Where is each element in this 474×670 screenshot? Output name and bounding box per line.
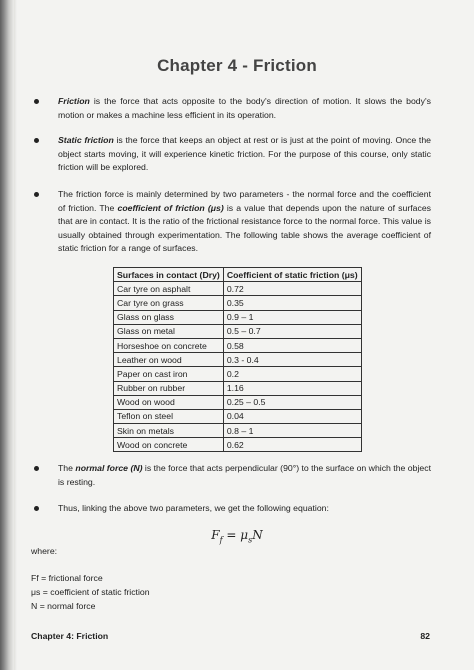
bullet-equation-intro <box>58 502 431 516</box>
header-coefficient: Coefficient of static friction (μs) <box>223 268 361 282</box>
coefficient-cell: 1.16 <box>223 381 361 395</box>
bullet-normal-force <box>58 462 431 489</box>
surface-cell: Wood on concrete <box>114 438 224 452</box>
table-row <box>114 409 362 423</box>
footer-chapter: Chapter 4: Friction <box>31 631 109 641</box>
coefficient-cell: 0.25 – 0.5 <box>223 395 361 409</box>
surface-cell: Leather on wood <box>114 353 224 367</box>
table-row <box>114 282 362 296</box>
term-coefficient: coefficient of friction (μs) <box>117 202 224 213</box>
equation-mu-subscript: s <box>248 535 253 545</box>
where-label: where: <box>31 546 58 556</box>
table-header-row <box>114 268 362 282</box>
equation-equals: = <box>222 528 241 542</box>
bullet-dot <box>34 138 39 143</box>
coefficient-cell: 0.3 - 0.4 <box>223 353 361 367</box>
bullet-friction <box>58 95 431 122</box>
surface-cell: Horseshoe on concrete <box>114 338 224 352</box>
binding-shadow <box>0 0 14 670</box>
friction-table <box>113 267 362 452</box>
table-row <box>114 310 362 324</box>
chapter-title: Chapter 4 - Friction <box>157 56 317 75</box>
bullet-text: is the force that acts perpendicular (90°) to the surface on which the object is resting. <box>58 463 431 487</box>
bullet-text: is the force that acts opposite to the body's direction of motion. It slows the body's motion or makes a machine less efficient in its operation. <box>58 96 431 120</box>
table-row <box>114 296 362 310</box>
bullet-static-friction <box>58 134 431 175</box>
bullet-text: The friction force is mainly determined by two parameters - the normal force and the coefficient of friction. The <box>58 189 431 213</box>
bullet-coefficient <box>58 188 431 256</box>
bullet-text: Thus, linking the above two parameters, we get the following equation: <box>58 503 329 513</box>
bullet-text: is the force that keeps an object at rest or is just at the point of moving. Once the object starts moving, it will experience kinetic friction. For the purpose of this course, only static friction will be explored. <box>58 135 432 173</box>
coefficient-cell: 0.9 – 1 <box>223 310 361 324</box>
term-static-friction: Static friction <box>58 135 114 145</box>
header-surfaces: Surfaces in contact (Dry) <box>114 268 224 282</box>
page-number: 82 <box>420 631 430 641</box>
coefficient-cell: 0.5 – 0.7 <box>223 324 361 338</box>
coefficient-cell: 0.72 <box>223 282 361 296</box>
surface-cell: Skin on metals <box>114 424 224 438</box>
bullet-dot <box>34 506 39 511</box>
equation-lhs-subscript: f <box>219 535 223 545</box>
table-row <box>114 324 362 338</box>
coefficient-cell: 0.35 <box>223 296 361 310</box>
surface-cell: Glass on metal <box>114 324 224 338</box>
table-row <box>114 367 362 381</box>
bullet-dot <box>34 99 39 104</box>
term-friction: Friction <box>58 96 90 106</box>
term-normal-force: normal force (N) <box>75 463 143 473</box>
table-row <box>114 381 362 395</box>
table-row <box>114 353 362 367</box>
coefficient-cell: 0.62 <box>223 438 361 452</box>
table-row <box>114 395 362 409</box>
coefficient-cell: 0.2 <box>223 367 361 381</box>
friction-equation <box>0 528 474 544</box>
equation-lhs: F <box>211 528 220 542</box>
table-row <box>114 438 362 452</box>
table-row <box>114 338 362 352</box>
surface-cell: Paper on cast iron <box>114 367 224 381</box>
surface-cell: Wood on wood <box>114 395 224 409</box>
bullet-dot <box>34 466 39 471</box>
definition-mu: μs = coefficient of static friction <box>31 587 150 597</box>
surface-cell: Car tyre on asphalt <box>114 282 224 296</box>
binding-edge <box>14 0 17 670</box>
definition-ff: Ff = frictional force <box>31 573 103 583</box>
equation-mu: μ <box>240 528 249 542</box>
coefficient-cell: 0.8 – 1 <box>223 424 361 438</box>
bullet-dot <box>34 192 39 197</box>
definition-n: N = normal force <box>31 601 96 611</box>
surface-cell: Teflon on steel <box>114 409 224 423</box>
surface-cell: Car tyre on grass <box>114 296 224 310</box>
bullet-text: is a value that depends upon the nature of surfaces that are in contact. It is the ratio of the frictional resistance force to the normal force. This value is usually obtained through experimentation. The following table shows the average coefficient of static friction for a range of surfaces. <box>58 202 431 254</box>
equation-rhs: N <box>252 528 263 542</box>
surface-cell: Glass on glass <box>114 310 224 324</box>
table-row <box>114 424 362 438</box>
coefficient-cell: 0.04 <box>223 409 361 423</box>
coefficient-cell: 0.58 <box>223 338 361 352</box>
surface-cell: Rubber on rubber <box>114 381 224 395</box>
bullet-text: The <box>58 463 76 473</box>
